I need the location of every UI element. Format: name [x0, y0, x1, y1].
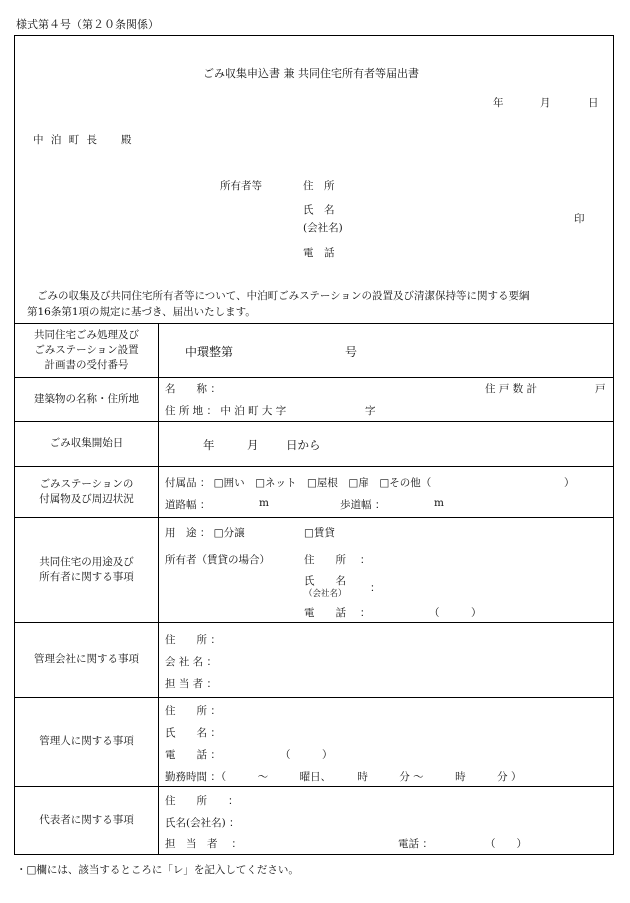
form-title: ごみ収集申込書 兼 共同住宅所有者等届出書	[203, 67, 419, 80]
usage-label-line2: 所有者に関する事項	[39, 570, 134, 583]
accessories-checkboxes[interactable]: 付属品 ： □囲い □ネット □屋根 □扉 □その他（	[165, 477, 432, 489]
receipt-label	[15, 323, 158, 377]
management-person-label: 担 当 者 ：	[165, 678, 218, 690]
building-label: 建築物の名称・住所地	[34, 392, 139, 405]
road-width-unit: m	[259, 497, 269, 509]
owner-rental-label: 所有者（賃貸の場合）	[165, 554, 270, 566]
purpose-rental-checkbox[interactable]: □賃貸	[304, 527, 335, 539]
usage-label-line1: 共同住宅の用途及び	[39, 555, 134, 568]
usage-label	[15, 517, 158, 622]
start-year: 年	[203, 438, 215, 452]
owner-name-label: 氏 名	[303, 204, 335, 216]
owner-label: 所有者等	[220, 180, 262, 192]
form-code: 様式第４号（第２０条関係）	[16, 18, 159, 31]
representative-person-label: 担 当 者 ：	[165, 838, 242, 850]
representative-address-label: 住 所 ：	[165, 795, 239, 807]
units-suffix: 戸	[595, 383, 606, 395]
representative-label: 代表者に関する事項	[39, 813, 134, 826]
honorific: 殿	[121, 134, 132, 146]
receipt-label-line2: ごみステーション設置	[34, 343, 139, 356]
road-width-label: 道路幅 ：	[165, 499, 211, 511]
manager-phone-label: 電 話 ：	[165, 749, 221, 761]
receipt-prefix: 中環整第	[185, 345, 234, 359]
accessories-close-paren: ）	[564, 477, 575, 489]
start-date-label: ごみ収集開始日	[49, 437, 124, 449]
date-day: 日	[588, 97, 599, 109]
usage-owner-address-label: 住 所 ：	[304, 554, 371, 566]
date-month: 月	[540, 97, 551, 109]
purpose-sale-checkbox[interactable]: 用 途 ： □分譲	[165, 527, 245, 539]
body-text-line1: ごみの収集及び共同住宅所有者等について、中泊町ごみステーションの設置及び清潔保持等に関する要綱	[37, 290, 530, 302]
owner-address-label: 住 所	[303, 180, 335, 192]
start-month: 月	[247, 438, 259, 452]
usage-owner-phone-label: 電 話 ：	[304, 607, 371, 619]
building-address-label: 住 所 地 ： 中 泊 町 大 字	[165, 405, 287, 417]
station-label-line1: ごみステーションの	[39, 477, 134, 490]
usage-owner-company-label: （会社名）	[304, 589, 347, 599]
form-frame	[14, 35, 614, 855]
seal-mark: 印	[574, 213, 585, 225]
building-name-label: 名 称 ：	[165, 383, 221, 395]
manager-hours-label: 勤務時間 ：（ 〜 曜日、 時 分 〜 時 分 ）	[165, 771, 522, 783]
aza-label: 字	[365, 405, 376, 417]
management-address-label: 住 所 ：	[165, 634, 221, 646]
station-label-line2: 付属物及び周辺状況	[39, 492, 134, 505]
manager-address-label: 住 所 ：	[165, 705, 221, 717]
owner-company-label: (会社名)	[303, 222, 343, 234]
sidewalk-width-label: 歩道幅 ：	[340, 499, 386, 511]
management-label: 管理会社に関する事項	[34, 653, 139, 665]
representative-phone-paren: （ ）	[485, 838, 527, 850]
manager-name-label: 氏 名 ：	[165, 727, 221, 739]
label-column-divider	[158, 323, 159, 854]
start-day: 日から	[286, 438, 321, 452]
owner-phone-label: 電 話	[303, 247, 335, 259]
usage-owner-phone-paren: （ ）	[429, 607, 482, 619]
representative-phone-label: 電話 ：	[398, 838, 433, 850]
receipt-number-field[interactable]	[251, 341, 345, 357]
date-year: 年	[493, 97, 504, 109]
manager-phone-paren: （ ）	[280, 749, 333, 761]
addressee: 中 泊 町 長	[33, 134, 100, 146]
usage-owner-colon: ：	[370, 582, 381, 594]
representative-name-label: 氏名(会社名) ：	[165, 817, 240, 829]
station-label	[15, 466, 158, 517]
receipt-label-line3: 計画書の受付番号	[44, 358, 129, 371]
units-label: 住 戸 数 計	[485, 383, 538, 395]
management-company-label: 会 社 名 ：	[165, 656, 218, 668]
footnote: ・□欄には、該当するところに「レ」を記入してください。	[16, 864, 299, 876]
usage-owner-name-label: 氏 名	[304, 575, 346, 587]
receipt-suffix: 号	[345, 345, 358, 359]
body-text-line2: 第16条第1項の規定に基づき、届出いたします。	[27, 306, 256, 318]
building-name-field[interactable]	[229, 380, 479, 394]
sidewalk-width-unit: m	[434, 497, 444, 509]
manager-label: 管理人に関する事項	[39, 735, 134, 747]
receipt-label-line1: 共同住宅ごみ処理及び	[34, 328, 139, 341]
